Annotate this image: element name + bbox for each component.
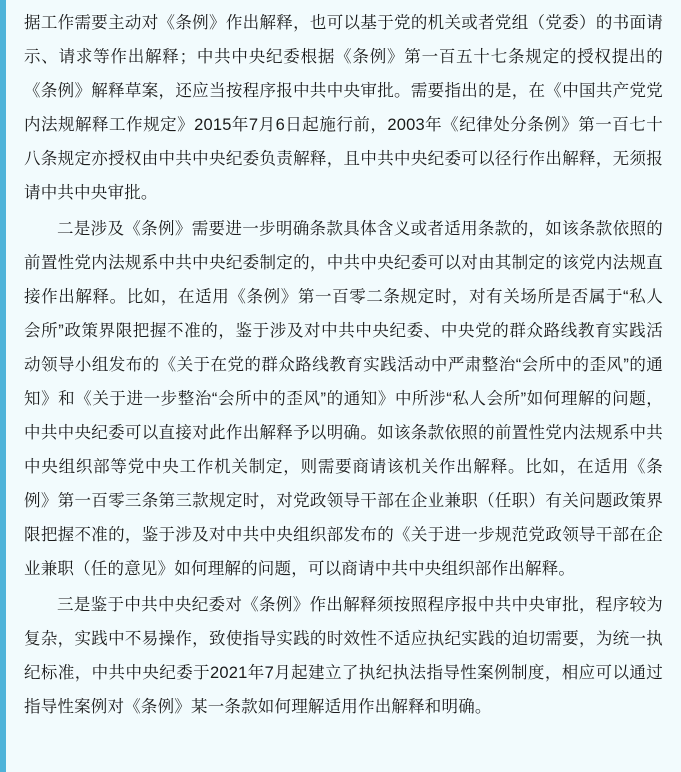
paragraph-1: 据工作需要主动对《条例》作出解释，也可以基于党的机关或者党组（党委）的书面请示、请求等作出解释；中共中央纪委根据《条例》第一百五十七条规定的授权提出的《条例》解释草案，还应当按程序报中共中央审批。需要指出的是，在《中国共产党党内法规解释工作规定》2015年7月6日起施行前，2003年《纪律处分条例》第一百七十八条规定亦授权由中共中央纪委负责解释，且中共中央纪委可以径行作出解释，无须报请中共中央审批。 [24,14,663,202]
paragraph-2: 二是涉及《条例》需要进一步明确条款具体含义或者适用条款的，如该条款依照的前置性党内法规系中共中央纪委制定的，中共中央纪委可以对由其制定的该党内法规直接作出解释。比如，在适用《条例》第一百零二条规定时，对有关场所是否属于“私人会所”政策界限把握不准的，鉴于涉及对中共中央纪委、中央党的群众路线教育实践活动领导小组发布的《关于在党的群众路线教育实践活动中严肃整治“会所中的歪风”的通知》和《关于进一步整治“会所中的歪风”的通知》中所涉“私人会所”如何理解的问题，中共中央纪委可以直接对此作出解释予以明确。如该条款依照的前置性党内法规系中共中央组织部等党中央工作机关制定，则需要商请该机关作出解释。比如，在适用《条例》第一百零三条第三款规定时，对党政领导干部在企业兼职（任职）有关问题政策界限把握不准的，鉴于涉及对中共中央组织部发布的《关于进一步规范党政领导干部在企业兼职（任的意见》如何理解的问题，可以商请中共中央组织部作出解释。 [24,220,663,578]
document-body [6,0,681,772]
paragraph-3: 三是鉴于中共中央纪委对《条例》作出解释须按照程序报中共中央审批，程序较为复杂，实践中不易操作，致使指导实践的时效性不适应执纪实践的迫切需要，为统一执纪标准，中共中央纪委于2021年7月起建立了执纪执法指导性案例制度，相应可以通过指导性案例对《条例》某一条款如何理解适用作出解释和明确。 [24,596,663,716]
